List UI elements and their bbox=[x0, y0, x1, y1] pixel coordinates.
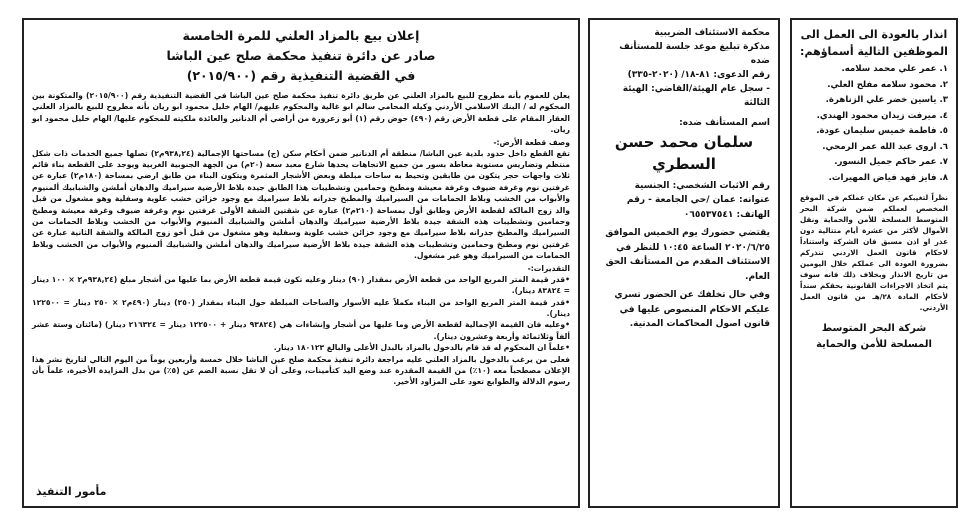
estimate-land: •قدر قيمة المتر المربع الواحد من قطعة الأرض بمقدار (٩٠) دينار وعليه تكون قيمة قطعة الأرض بما عليها من أشجار مبلغ (٩٣٨,٢٤م٢ × ١٠٠ دينار = ٨٣٨٢٤ دينار). bbox=[32, 274, 570, 296]
estimate-building: •قدر قيمة المتر المربع الواحد من البناء مكملاً عليه الأسوار والساحات المبلطة حول البناء بمقدار (٢٥٠) دينار (٤٩٠م٢ × ٢٥٠ دينار = ١٢٢٥٠٠ دينار). bbox=[32, 297, 570, 318]
warning-notice: نظراً لتغيبكم عن مكان عملكم في الموقع المخصص لعملكم ضمن شركة البحر المتوسط المسلحة للأمن والحماية ونقل الأموال لأكثر من عشرة أيام متتالية دون عذر او اذن مسبق فان الشركة واستناداً لاحكام قانون العمل الاردني تنذركم بضرورة العودة الى عملكم خلال اليومين من تاريخ الانذار وبخلاف ذلك فانه سوف يتم اتخاذ الاجراءات القانونية بحقكم سنداً لأحكام المادة ٢٨/هـ من قانون العمل الأردني. bbox=[800, 193, 948, 312]
list-item: ٥. فاطمة خميس سليمان عودة. bbox=[816, 126, 948, 136]
auction-issuer: صادر عن دائرة تنفيذ محكمة صلح عين الباشا bbox=[166, 48, 436, 63]
respondent-name: سلمان محمد حسن السطري bbox=[614, 132, 754, 173]
respondent-label: اسم المستأنف ضده: bbox=[679, 118, 770, 128]
case-number: رقم الدعوى: ٨١-١٨/ (٢٠٢٠-٣٣٥) bbox=[627, 70, 770, 80]
list-item: ٤. ميرفت زيدان محمود الهندي. bbox=[816, 110, 948, 121]
land-description: تقع القطع داخل حدود بلدية عين الباشا/ منطقة أم الدنانير ضمن أحكام سكن (ج) مساحتها الإجمالية (٩٣٨,٢٤م٢) تصلها جميع الخدمات ذات شكل منتظم وتضاريس مستوية معاطة بسور من جميع الاتجاهات يحدها شارع معبد سعة (٢٠م) من الجهة الجنوبية الغربية ويوجد على القطعة بناء قائم ثلاث واجهات حجر يتكون من طابقين وتحيط به ساحات مبلطة وبعض الأشجار المثمرة ويتكون البناء من طابق ارضي بمساحة (١٨٠م٢) عبارة عن غرفتين نوم وغرفة ضيوف وغرفة معيشة ومطبخ وحمامين وتشطيبات هذا الطابق جيدة بلاط الأرضية سيراميك والدهان أملشن والشبابيك ألمنيوم والأبواب من الخشب وبلاط الحمامات من السيراميك والمطبخ جدرانه بلاط سيراميك مع وجود خزائن خشب علوية وسفلية وهو مشغول من قبل والد زوج المالكة لقطعة الأرض وطابق أول بمساحة (٢١٠م٢) عبارة عن شقتين الشقة الأولى غرفتين نوم وغرفة ضيوف وغرفة معيشة ومطبخ وحمامين وتشطيبات هذه الشقة جيدة بلاط الأرضية سيراميك والدهان أملشن والشبابيك ألمنيوم والأبواب من الخشب وبلاط الحمامات من السيراميك والمطبخ جدرانه بلاط سيراميك مع وجود خزائن خشب علوية وسفلية وهو مشغول من قبل أخو زوج المالكة والشقة الثانية عبارة عن غرفتين نوم ومطبخ وحمامين وتشطيبات هذه الشقة جيدة بلاط الأرضية سيراميك والدهان أملشن والشبابيك ألمنيوم والأبواب من الخشب وبلاط الحمامات من السيراميك وهو غير مشغول. bbox=[32, 148, 570, 261]
list-item: ٢. محمود سلامه مفلح العلي. bbox=[827, 79, 948, 90]
estimate-bid: •علماً ان المحكوم له قد قام بالدخول بالمزاد بالبدل الأعلى والبالغ ١٨٠١٢٣ دينار. bbox=[273, 343, 570, 353]
auction-closing: فعلى من يرغب بالدخول بالمزاد العلني عليه مراجعة دائرة تنفيذ محكمة صلح عين الباشا خلال خمسة وأربعين يوماً من اليوم التالي لتاريخ نشر هذا الإعلان مصطحباً معه (١٠٪) من القيمة المقدرة عند وضع اليد كتأمينات، وعلى أن لا تقل نسبة الضم عن (٥٪) من بدل المزايدة الأخيرة، علماً بأن رسوم الدلالة والطوابع تعود على المزاود الأخير. bbox=[32, 354, 570, 387]
warning-text: وفي حال تخلفك عن الحضور تسري عليكم الاحكام المنصوص عليها في قانون اصول المحاكمات المدنية. bbox=[614, 290, 770, 329]
court-summons bbox=[588, 18, 780, 508]
auction-case-number: في القضية التنفيذية رقم (٢٠١٥/٩٠٠) bbox=[186, 68, 416, 83]
warning-title: انذار بالعودة الى العمل الى الموظفين التالية أسماؤهم: bbox=[800, 28, 948, 58]
address-line: عنوانه: عمان /حي الجامعة - رقم الهاتف: ٠٦٥٥٣٧٥٤١ bbox=[626, 195, 770, 220]
enforcement-officer-signature: مأمور التنفيذ bbox=[36, 485, 107, 498]
company-signature: شركة البحر المتوسط المسلحة للأمن والحماية bbox=[816, 323, 932, 350]
land-description-heading: وصف قطعة الأرض:- bbox=[493, 137, 570, 147]
list-item: ٨. فايز فهد فياض المهيرات. bbox=[828, 172, 948, 183]
id-line: رقم الاثبات الشخصي: الجنسية bbox=[634, 180, 770, 191]
estimate-total: •وعليه فان القيمة الإجمالية لقطعة الأرض وما عليها من أشجار وإنشاءات هي (٩٣٨٢٤ دينار + ١٢٢٥٠٠ دينار = ٢١٦٣٢٤ دينار) (مائتان وستة عشر ألفاً وثلاثمائة وأربعة وعشرون دينار). bbox=[32, 320, 571, 341]
memo-title: مذكرة تبليغ موعد جلسة للمستأنف ضده bbox=[619, 42, 770, 66]
list-item: ٧. عمر حاكم جميل النسور. bbox=[834, 157, 948, 167]
list-item: ١. عمر علي محمد سلامه. bbox=[841, 64, 948, 74]
court-name: محكمة الاستئناف الضريبية bbox=[654, 28, 770, 38]
employee-list bbox=[800, 62, 948, 186]
work-return-warning bbox=[790, 18, 958, 508]
list-item: ٣. ياسين خضر علي الزناهرة. bbox=[825, 95, 948, 105]
auction-intro: يعلن للعموم بأنه مطروح للبيع بالمزاد العلني عن طريق دائرة تنفيذ محكمة صلح عين الباشا في القضية التنفيذية رقم (٢٠١٥/٩٠٠) والمتكونة بين المحكوم له / البنك الاسلامي الأردني وكيله المحامي سالم ابو غالية والمحكوم عليهم/ الهام خليل محمود ابو ريان بأنه مطروح للبيع بالمزاد العلني العقار المقام على قطعة الأرض رقم (٤٩٠) حوض رقم (١) أبو زعرورة من أراضي أم الدنانير والعائدة ملكيته للمحكوم عليها/ الهام خليل محمود ابو ريان. bbox=[32, 91, 571, 135]
auction-title: إعلان بيع بالمزاد العلني للمرة الخامسة bbox=[182, 28, 420, 43]
panel-info: - سجل عام الهيئة/القاضي: الهيئة الثالثة bbox=[622, 84, 770, 108]
auction-notice bbox=[22, 18, 580, 508]
list-item: ٦. اروى عبد الله عمر الرمحي. bbox=[822, 141, 948, 152]
summons-text: يقتضي حضورك يوم الخميس الموافق ٢٠٢٠/٦/٢٥ الساعة ١٠:٤٥ للنظر في الاستئناف المقدم من المستأنف الحق العام. bbox=[605, 228, 770, 282]
estimates-heading: التقديرات:- bbox=[527, 263, 570, 273]
